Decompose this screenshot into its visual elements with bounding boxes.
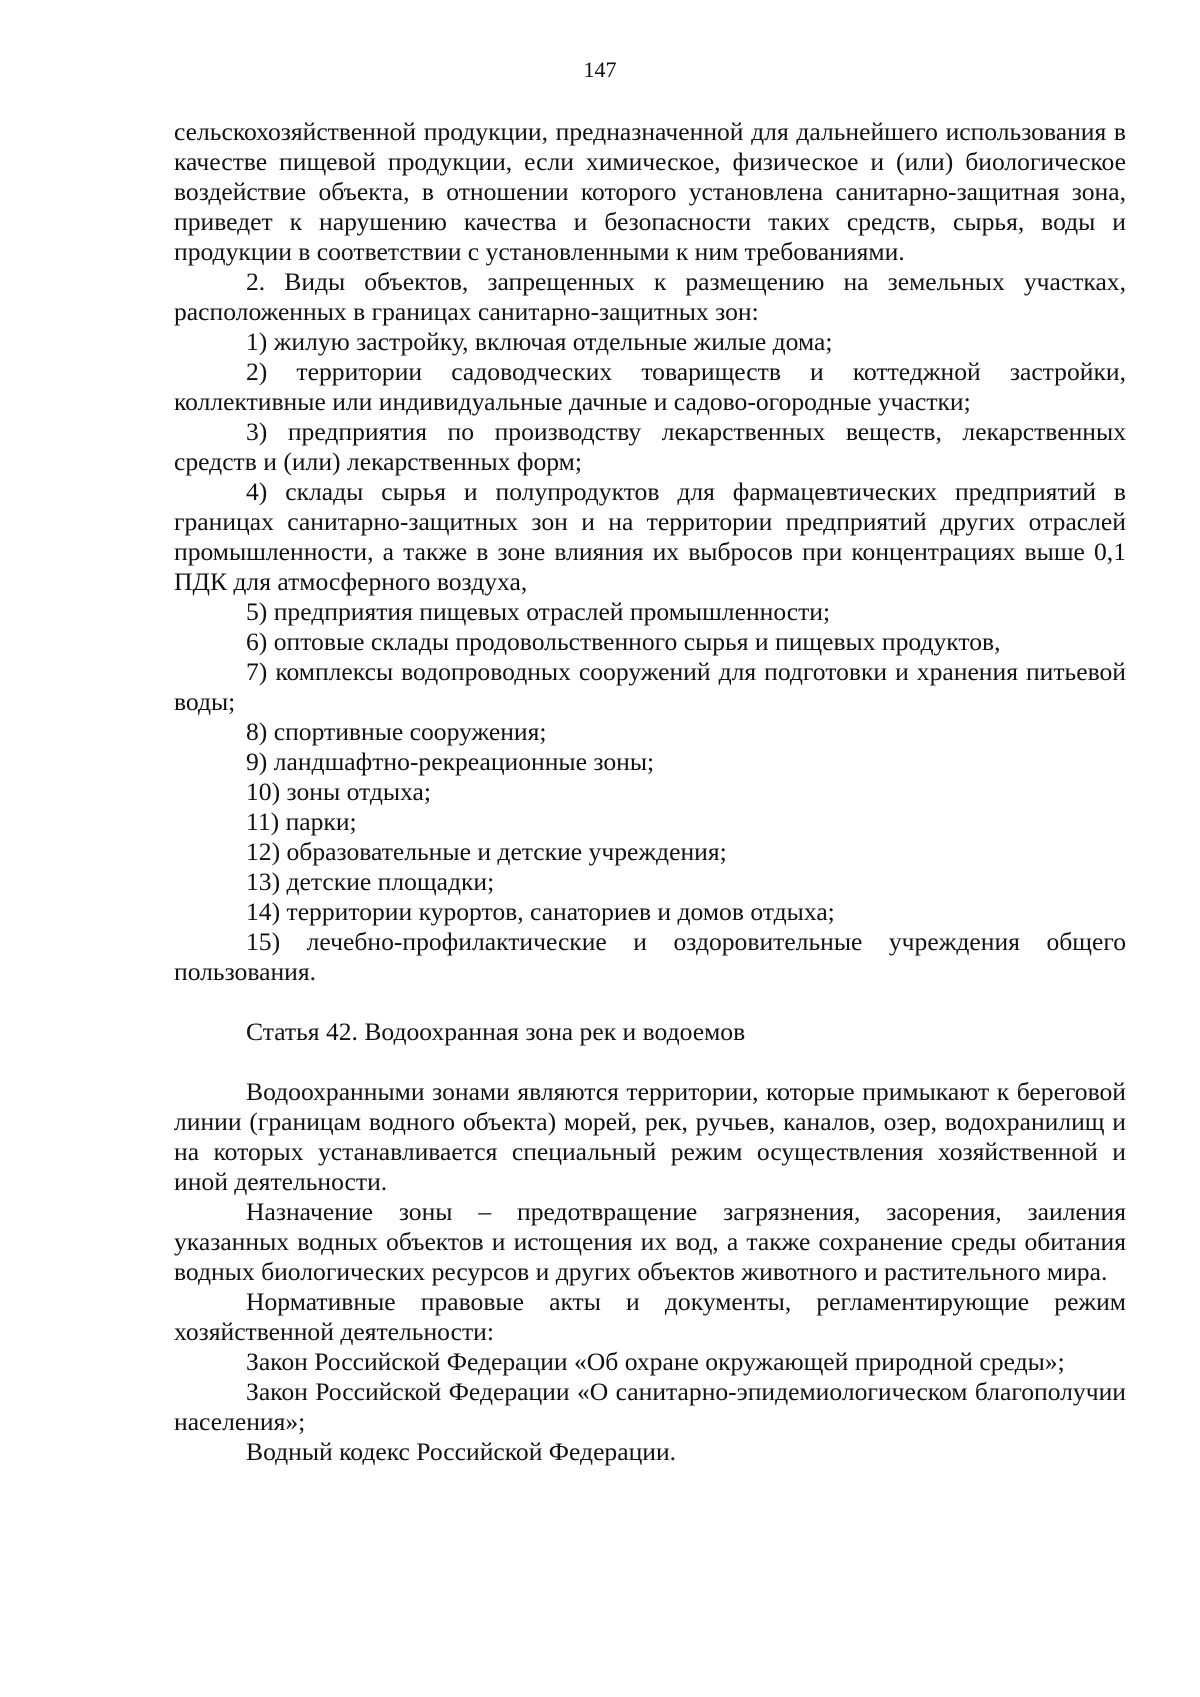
list-item: 3) предприятия по производству лекарственных веществ, лекарственных средств и (или) лекарственных форм; (174, 417, 1126, 476)
list-item: 9) ландшафтно-рекреационные зоны; (246, 747, 655, 776)
list-item: 11) парки; (246, 807, 357, 836)
list-item: 14) территории курортов, санаториев и домов отдыха; (246, 897, 835, 926)
paragraph: Водный кодекс Российской Федерации. (246, 1437, 677, 1466)
list-item: 8) спортивные сооружения; (246, 717, 547, 746)
paragraph-item-2-intro: 2. Виды объектов, запрещенных к размещению на земельных участках, расположенных в границах санитарно-защитных зон: (174, 267, 1126, 326)
list-item: 7) комплексы водопроводных сооружений для подготовки и хранения питьевой воды; (174, 657, 1126, 716)
page-number: 147 (583, 57, 617, 82)
list-item: 10) зоны отдыха; (246, 777, 432, 806)
list-item: 12) образовательные и детские учреждения; (246, 837, 727, 866)
list-item: 5) предприятия пищевых отраслей промышленности; (246, 597, 831, 626)
paragraph: Назначение зоны – предотвращение загрязнения, засорения, заиления указанных водных объектов и истощения их вод, а также сохранение среды обитания водных биологических ресурсов и других объектов животного и растительного мира. (174, 1197, 1126, 1286)
paragraph: Нормативные правовые акты и документы, регламентирующие режим хозяйственной деятельности: (174, 1287, 1126, 1346)
paragraph: Закон Российской Федерации «О санитарно-эпидемиологическом благополучии населения»; (174, 1377, 1126, 1436)
paragraph-continuation: сельскохозяйственной продукции, предназначенной для дальнейшего использования в качестве пищевой продукции, если химическое, физическое и (или) биологическое воздействие объекта, в отношении которого установлена санитарно-защитная зона, приведет к нарушению качества и безопасности таких средств, сырья, воды и продукции в соответствии с установленными к ним требованиями. (174, 117, 1126, 266)
list-item: 1) жилую застройку, включая отдельные жилые дома; (246, 327, 833, 356)
list-item: 2) территории садоводческих товариществ и коттеджной застройки, коллективные или индивидуальные дачные и садово-огородные участки; (174, 357, 1126, 416)
document-body (174, 117, 1126, 1467)
list-item: 15) лечебно-профилактические и оздоровительные учреждения общего пользования. (174, 927, 1126, 986)
list-item: 4) склады сырья и полупродуктов для фармацевтических предприятий в границах санитарно-защитных зон и на территории предприятий других отраслей промышленности, а также в зоне влияния их выбросов при концентрациях выше 0,1 ПДК для атмосферного воздуха, (174, 477, 1126, 596)
list-item: 6) оптовые склады продовольственного сырья и пищевых продуктов, (246, 627, 1001, 656)
paragraph: Закон Российской Федерации «Об охране окружающей природной среды»; (246, 1347, 1065, 1376)
list-item: 13) детские площадки; (246, 867, 495, 896)
paragraph: Водоохранными зонами являются территории, которые примыкают к береговой линии (границам водного объекта) морей, рек, ручьев, каналов, озер, водохранилищ и на которых устанавливается специальный режим осуществления хозяйственной и иной деятельности. (174, 1077, 1126, 1196)
article-heading: Статья 42. Водоохранная зона рек и водоемов (246, 1017, 746, 1046)
